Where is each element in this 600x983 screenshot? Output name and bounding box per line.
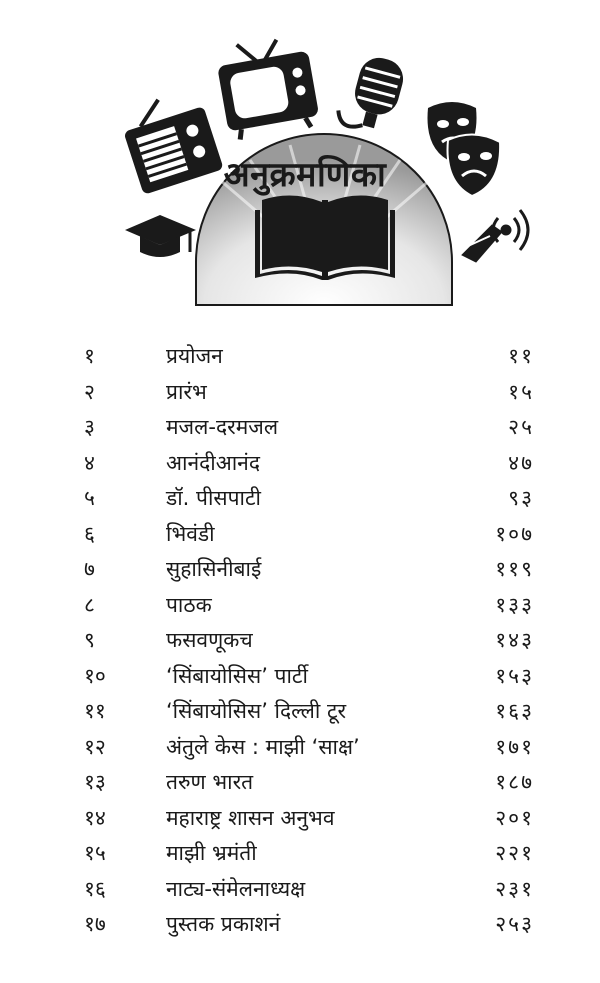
chapter-title: प्रारंभ (166, 379, 207, 404)
page-number: ४७ (508, 450, 534, 475)
chapter-title: डॉ. पीसपाटी (166, 486, 261, 510)
toc-row[interactable] (0, 516, 600, 552)
chapter-title: अंतुले केस : माझी ‘साक्ष’ (166, 734, 360, 759)
chapter-title: नाट्य-संमेलनाध्यक्ष (166, 876, 306, 901)
toc-row[interactable] (0, 374, 600, 410)
chapter-number: ४ (84, 450, 95, 475)
chapter-title: मजल-दरमजल (166, 415, 279, 439)
chapter-number: १० (84, 663, 106, 688)
page-number: १७१ (495, 734, 534, 759)
chapter-number: २ (84, 379, 95, 404)
chapter-number: ९ (84, 628, 95, 652)
toc-row[interactable] (0, 587, 600, 623)
toc-row[interactable] (0, 445, 600, 481)
page-number: २२१ (495, 841, 534, 865)
page-number: १४३ (495, 628, 534, 652)
chapter-title: आनंदीआनंद (166, 450, 260, 475)
page-number: २५ (508, 415, 534, 439)
toc-row[interactable] (0, 835, 600, 871)
chapter-title: फसवणूकच (166, 628, 253, 652)
toc-row[interactable] (0, 622, 600, 658)
page-number: १०७ (495, 521, 534, 546)
chapter-title: पाठक (166, 592, 212, 617)
toc-row[interactable] (0, 409, 600, 445)
toc-row[interactable] (0, 658, 600, 694)
toc-row[interactable] (0, 871, 600, 907)
toc-row[interactable] (0, 800, 600, 836)
chapter-number: १ (84, 344, 95, 368)
chapter-number: १६ (84, 876, 106, 901)
page-number: ९३ (508, 486, 534, 510)
page-title: अनुक्रमणिका (223, 155, 387, 195)
chapter-number: १७ (84, 912, 106, 936)
page-number: १५ (508, 379, 534, 404)
graduation-cap-icon (125, 215, 196, 257)
chapter-title: सुहासिनीबाई (166, 557, 262, 581)
page-number: २३१ (495, 876, 534, 901)
toc-row[interactable] (0, 480, 600, 516)
page-number: १३३ (495, 592, 534, 617)
page-number: १६३ (495, 699, 534, 723)
toc-row[interactable] (0, 906, 600, 942)
chapter-number: १४ (84, 805, 106, 830)
microphone-icon (335, 51, 407, 137)
chapter-title: भिवंडी (166, 521, 215, 546)
toc-row[interactable] (0, 551, 600, 587)
page-number: १८७ (495, 770, 534, 794)
chapter-title: तरुण भारत (166, 770, 254, 794)
page-number: १५३ (495, 663, 534, 688)
broadcast-tower-icon (462, 210, 528, 262)
chapter-title: ‘सिंबायोसिस’ दिल्ली टूर (166, 699, 347, 723)
chapter-number: १५ (84, 841, 106, 865)
table-of-contents (0, 338, 600, 942)
chapter-title: ‘सिंबायोसिस’ पार्टी (166, 663, 308, 688)
television-icon (214, 33, 321, 142)
chapter-number: ६ (84, 521, 95, 546)
toc-row[interactable] (0, 764, 600, 800)
toc-row[interactable] (0, 693, 600, 729)
page-number: ११ (508, 344, 534, 368)
chapter-number: ५ (84, 486, 95, 510)
chapter-title: प्रयोजन (166, 344, 223, 368)
chapter-number: ११ (84, 699, 106, 723)
chapter-title: पुस्तक प्रकाशनं (166, 912, 281, 936)
theatre-masks-icon (428, 102, 501, 196)
chapter-number: ७ (84, 557, 95, 581)
page-number: २०१ (495, 805, 534, 830)
chapter-number: १३ (84, 770, 106, 794)
page-number: २५३ (495, 912, 534, 936)
toc-row[interactable] (0, 729, 600, 765)
chapter-title: माझी भ्रमंती (166, 841, 257, 865)
header-illustration (0, 0, 600, 320)
page-number: ११९ (495, 557, 534, 581)
chapter-number: ३ (84, 415, 95, 439)
toc-row[interactable] (0, 338, 600, 374)
chapter-number: १२ (84, 734, 106, 759)
chapter-number: ८ (84, 592, 95, 617)
chapter-title: महाराष्ट्र शासन अनुभव (166, 805, 335, 830)
